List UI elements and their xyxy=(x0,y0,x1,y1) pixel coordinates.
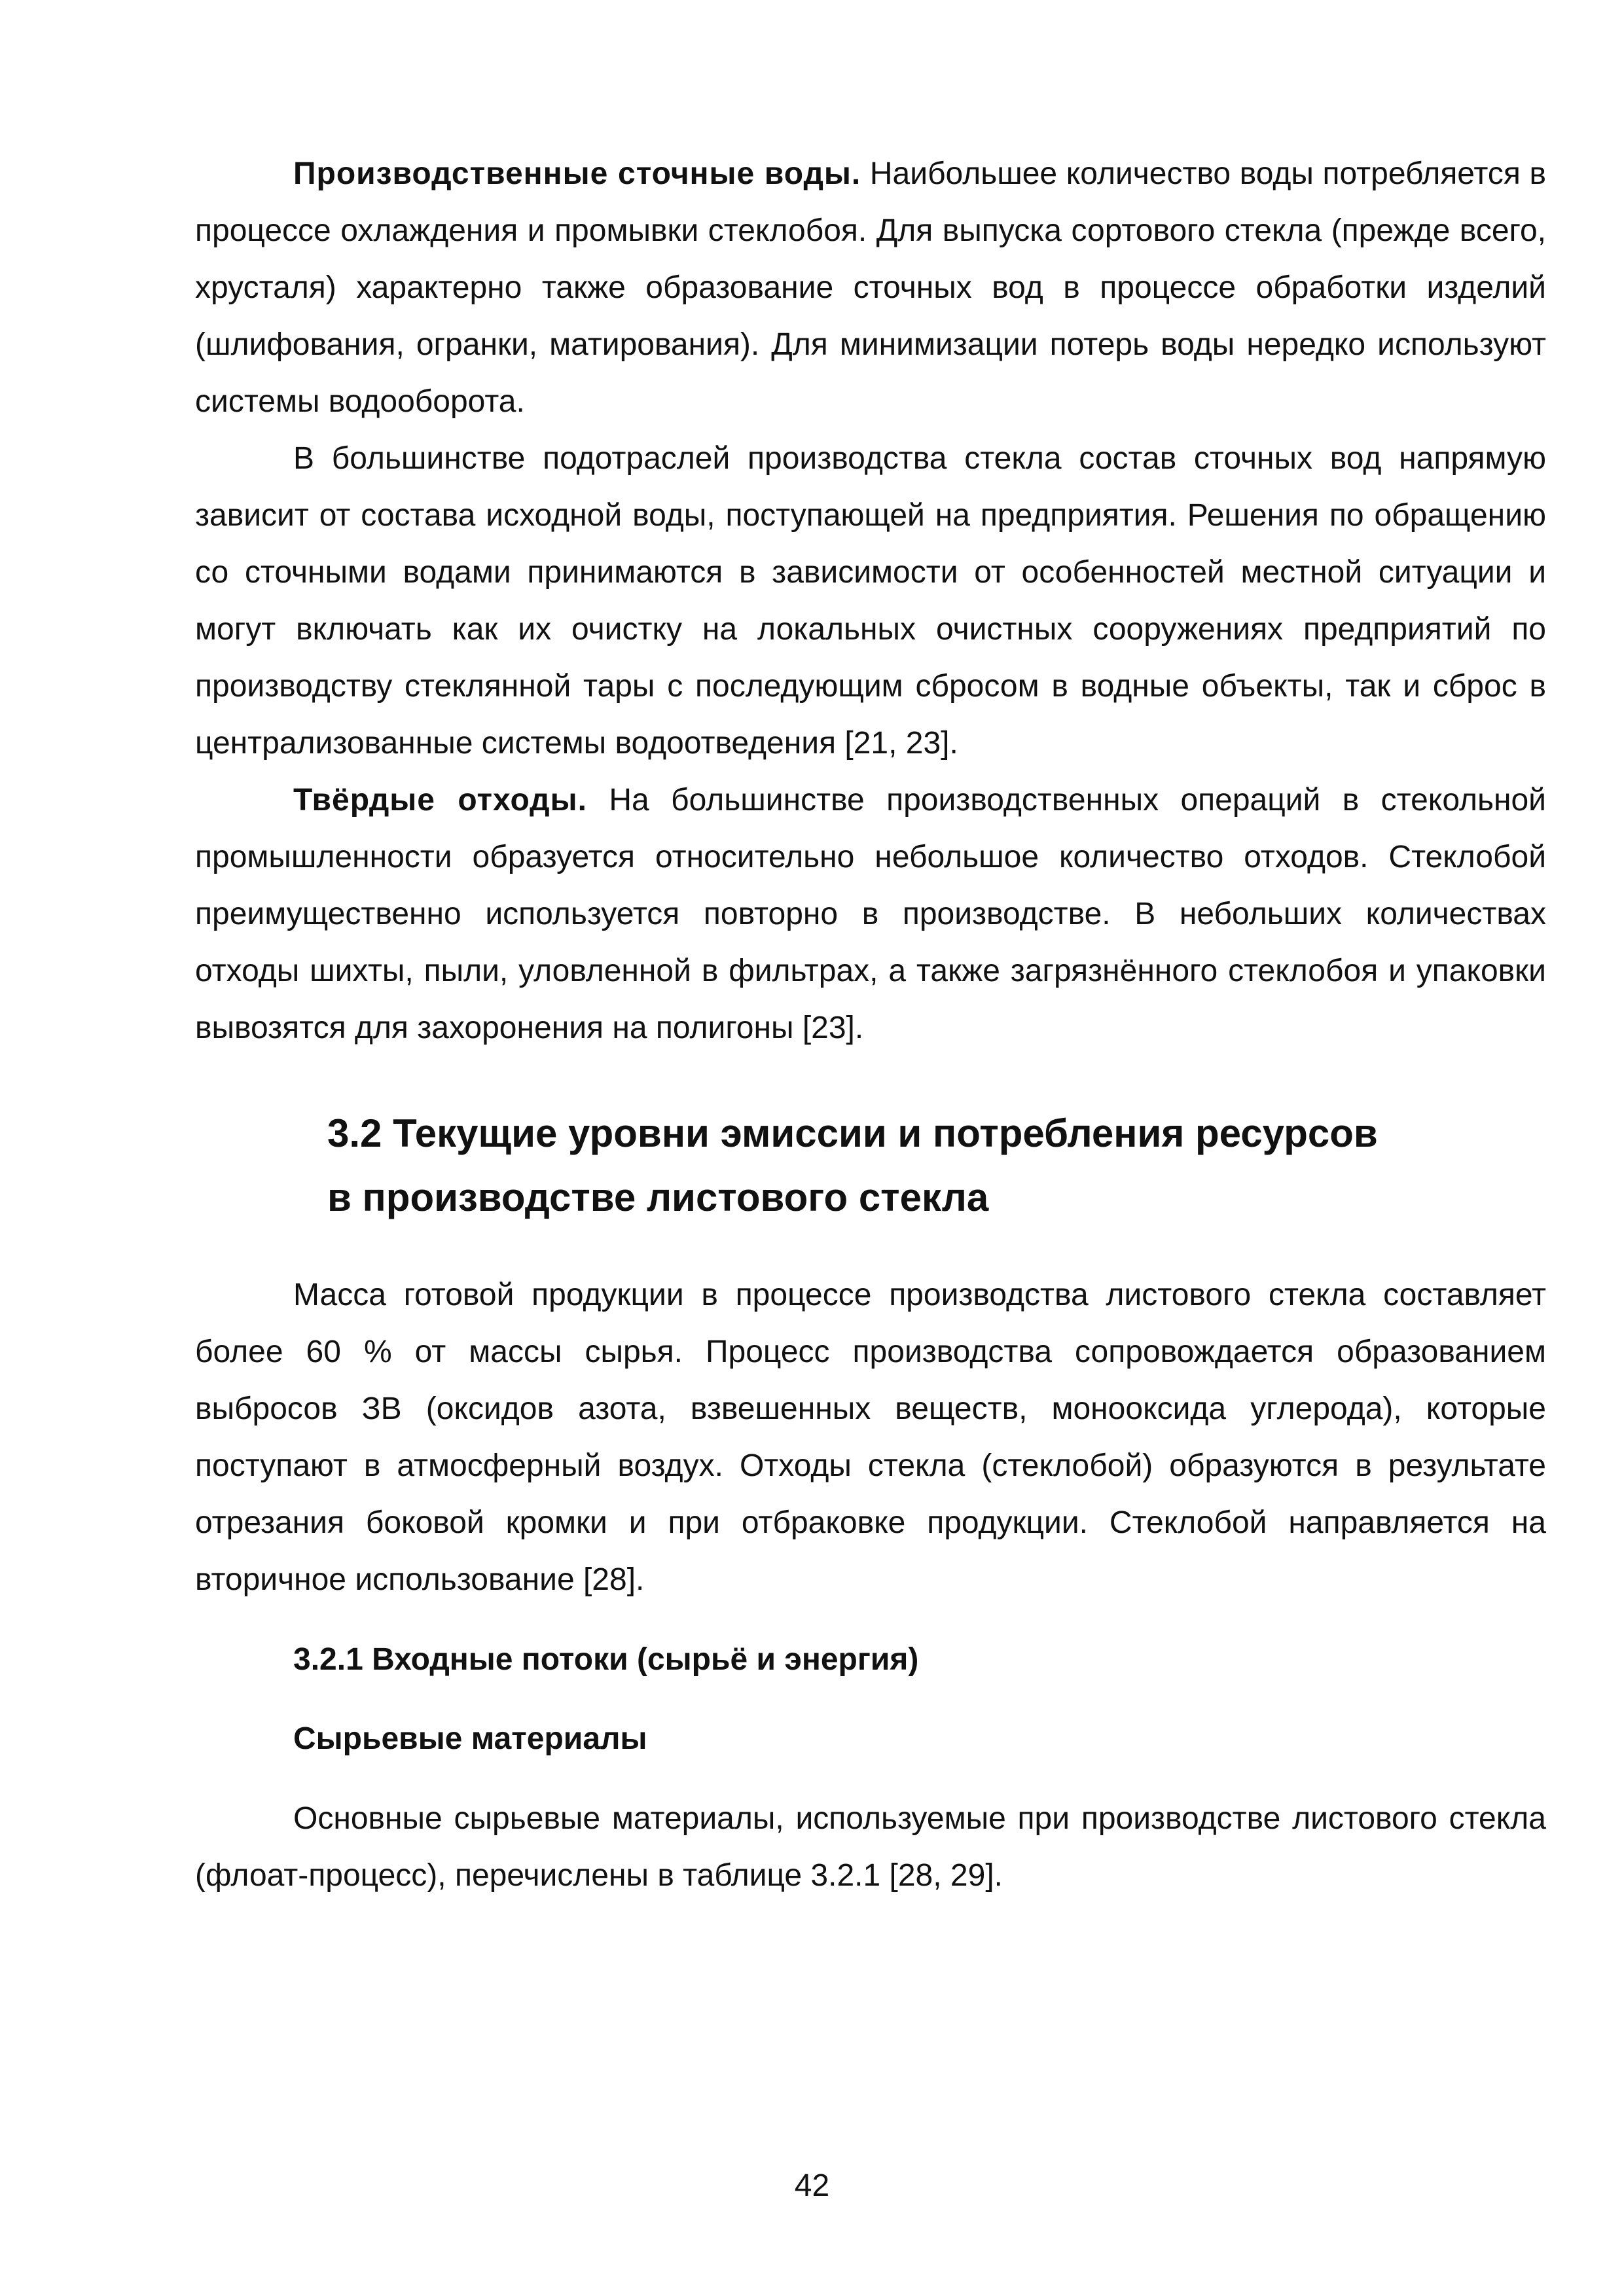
solid-waste-text: На большинстве производственных операций в стекольной промышленности образуется относительно небольшое количество отходов. Стеклобой преимущественно используется повторно в производстве. В небольших количествах отходы шихты, пыли, уловленной в фильтрах, а также загрязнённого стеклобоя и упаковки вывозятся для захоронения на полигоны [23]. xyxy=(195,783,1546,1045)
page-number: 42 xyxy=(794,2168,830,2203)
paragraph-raw-materials: Основные сырьевые материалы, используемые при производстве листового стекла (флоат-процесс), перечислены в таблице 3.2.1 [28, 29]. xyxy=(195,1801,1546,1893)
paragraph-wastewater-composition: В большинстве подотраслей производства стекла состав сточных вод напрямую зависит от состава исходной воды, поступающей на предприятия. Решения по обращению со сточными водами принимаются в зависимости от особенностей местной ситуации и могут включать как их очистку на локальных очистных сооружениях предприятий по производству стеклянной тары с последующим сбросом в водные объекты, так и сброс в централизованные системы водоотведения [21, 23]. xyxy=(195,441,1546,761)
subsection-heading: 3.2.1 Входные потоки (сырьё и энергия) xyxy=(293,1642,919,1677)
paragraph-solid-waste xyxy=(195,772,1546,1056)
solid-waste-lead: Твёрдые отходы. xyxy=(293,783,587,817)
section-heading: 3.2 Текущие уровни эмиссии и потребления ресурсов в производстве листового стекла xyxy=(327,1111,1378,1219)
wastewater-lead: Производственные сточные воды. xyxy=(293,156,861,191)
paragraph-wastewater xyxy=(195,145,1546,430)
wastewater-text: Наибольшее количество воды потребляется в процессе охлаждения и промывки стеклобоя. Для выпуска сортового стекла (прежде всего, хрусталя) характерно также образование сточных вод в процессе обработки изделий (шлифования, огранки, матирования). Для минимизации потерь воды нередко используют системы водооборота. xyxy=(195,156,1546,419)
page-body xyxy=(195,145,1546,1904)
raw-materials-heading: Сырьевые материалы xyxy=(293,1721,647,1756)
paragraph-flat-glass-output: Масса готовой продукции в процессе производства листового стекла составляет более 60 % от массы сырья. Процесс производства сопровождается образованием выбросов ЗВ (оксидов азота, взвешенных веществ, монооксида углерода), которые поступают в атмосферный воздух. Отходы стекла (стеклобой) образуются в результате отрезания боковой кромки и при отбраковке продукции. Стеклобой направляется на вторичное использование [28]. xyxy=(195,1278,1546,1597)
